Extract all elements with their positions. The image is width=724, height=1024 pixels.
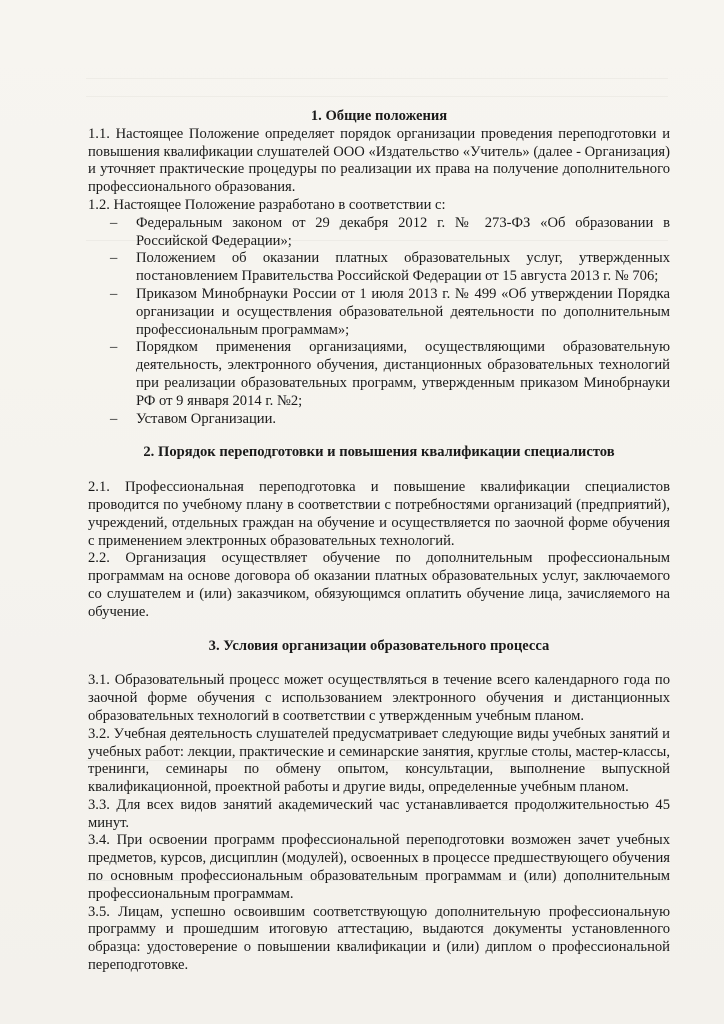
- document-body: [88, 104, 670, 975]
- paragraph-3-5: 3.5. Лицам, успешно освоившим соответствующую дополнительную профессиональную программу и прошедшим итоговую аттестацию, выдаются документы установленного образца: удостоверение о повышении квалификации и (или) диплом о профессиональной переподготовке.: [88, 903, 670, 974]
- section-1-title: 1. Общие положения: [310, 108, 448, 124]
- list-item: – Федеральным законом от 29 декабря 2012 г. № 273-ФЗ «Об образовании в Российской Федерации»;: [88, 215, 670, 251]
- bleed-through: [86, 78, 668, 79]
- paragraph-2-2: 2.2. Организация осуществляет обучение по дополнительным профессиональным программам на основе договора об оказании платных образовательных услуг, заключаемого со слушателем и (или) заказчиком, обязующимся оплатить обучение лица, зачисляемого на обучение.: [88, 550, 670, 620]
- bleed-through: [86, 96, 668, 97]
- paragraph-1-1: 1.1. Настоящее Положение определяет порядок организации проведения переподготовки и повышения квалификации слушателей ООО «Издательство «Учитель» (далее - Организация) и уточняет практические процедуры по реализации их права на получение дополнительного профессионального образования.: [88, 125, 670, 196]
- paragraph-3-4: 3.4. При освоении программ профессиональной переподготовки возможен зачет учебных предметов, курсов, дисциплин (модулей), освоенных в процессе предшествующего обучения по основным профессиональным образовательным программам и (или) дополнительным профессиональным программам.: [88, 832, 670, 902]
- paragraph-1-2: 1.2. Настоящее Положение разработано в соответствии с:: [88, 196, 446, 213]
- section-2-title: 2. Порядок переподготовки и повышения квалификации специалистов: [143, 444, 615, 461]
- list-item: – Порядком применения организациями, осуществляющими образовательную деятельность, электронного обучения, дистанционных образовательных технологий при реализации образовательных программ, утвержденным приказом Минобрнауки РФ от 9 января 2014 г. №2;: [88, 339, 670, 410]
- section-3-title: 3. Условия организации образовательного процесса: [208, 637, 550, 654]
- list-item: – Положением об оказании платных образовательных услуг, утвержденных постановлением Правительства Российской Федерации от 15 августа 2013 г. № 706;: [88, 250, 670, 286]
- paragraph-3-1: 3.1. Образовательный процесс может осуществляться в течение всего календарного года по заочной форме обучения с использованием электронного обучения и дистанционных образовательных технологий в соответствии с утвержденным учебным планом.: [88, 672, 670, 724]
- list-item: – Приказом Минобрнауки России от 1 июля 2013 г. № 499 «Об утверждении Порядка организации и осуществления образовательной деятельности по дополнительным профессиональным программам»;: [88, 286, 670, 339]
- paragraph-3-3: 3.3. Для всех видов занятий академический час устанавливается продолжительностью 45 минут.: [88, 796, 670, 831]
- paragraph-2-1: 2.1. Профессиональная переподготовка и повышение квалификации специалистов проводится по учебному плану в соответствии с потребностями организаций (предприятий), учреждений, отдельных граждан на обучение и осуществляется по заочной форме обучения с применением электронных образовательных технологий.: [88, 479, 670, 549]
- paragraph-3-2: 3.2. Учебная деятельность слушателей предусматривает следующие виды учебных занятий и учебных работ: лекции, практические и семинарские занятия, круглые столы, мастер-классы, тренинги, семинары по обмену опытом, консультации, выполнение выпускной квалификационной, проектной работы и другие виды, определенные учебным планом.: [88, 725, 670, 796]
- legal-basis-list: [88, 215, 670, 429]
- list-item: – Уставом Организации.: [88, 411, 670, 429]
